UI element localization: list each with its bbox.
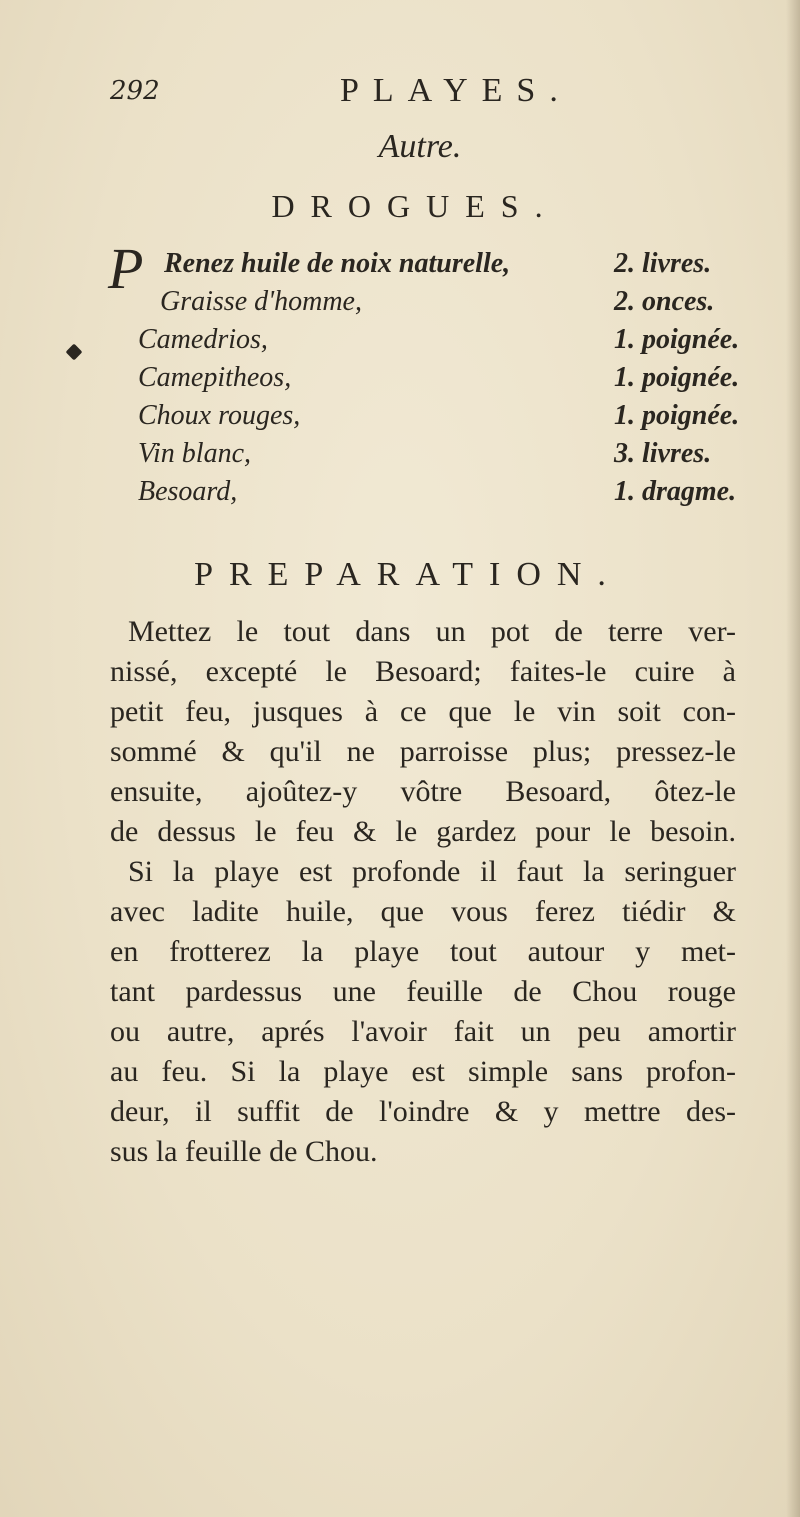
drop-cap: P (108, 236, 144, 301)
drogues-heading: DROGUES. (271, 188, 559, 224)
text-line: de dessus le feu & le gardez pour le besoin. (110, 815, 736, 848)
text-line: ensuite, ajoûtez-y vôtre Besoard, ôtez-le (110, 775, 736, 808)
ingredient-quantity: 1. poignée. (614, 362, 740, 393)
ingredient-name: Vin blanc, (138, 438, 252, 469)
ingredient-name: Camepitheos, (138, 362, 292, 393)
text-line: petit feu, jusques à ce que le vin soit con- (110, 695, 736, 728)
ingredient-row (108, 438, 760, 476)
ingredient-quantity: 3. livres. (614, 438, 712, 469)
ingredient-name: Choux rouges, (138, 400, 301, 431)
ingredient-row (108, 324, 760, 362)
margin-bullet-mark (66, 344, 83, 361)
text-line: sommé & qu'il ne parroisse plus; pressez-le (110, 735, 736, 768)
ingredient-row (108, 286, 760, 324)
text-line: nissé, excepté le Besoard; faites-le cuire à (110, 655, 736, 688)
running-head: PLAYES. (340, 72, 572, 109)
ingredient-quantity: 1. poignée. (614, 324, 740, 355)
text-line: deur, il suffit de l'oindre & y mettre des- (110, 1095, 736, 1128)
ingredient-name: Renez huile de noix naturelle, (164, 248, 511, 279)
ingredient-quantity: 2. livres. (614, 248, 712, 279)
page-number: 292 (110, 76, 160, 106)
text-line: ou autre, aprés l'avoir fait un peu amortir (110, 1015, 736, 1048)
text-line: avec ladite huile, que vous ferez tiédir & (110, 895, 736, 928)
ingredient-name: Camedrios, (138, 324, 268, 355)
ingredient-quantity: 2. onces. (614, 286, 715, 317)
preparation-text (110, 612, 736, 1172)
text-line: Si la playe est profonde il faut la seringuer (128, 855, 736, 888)
page-edge-shadow (786, 0, 800, 1517)
ingredient-list (108, 236, 760, 514)
text-line: Mettez le tout dans un pot de terre ver- (128, 615, 736, 648)
ingredient-row (108, 476, 760, 514)
recipe-subtitle: Autre. (378, 128, 462, 165)
ingredient-row (108, 400, 760, 438)
preparation-heading: PREPARATION. (194, 556, 622, 593)
text-line: en frotterez la playe tout autour y met- (110, 935, 736, 968)
text-line: tant pardessus une feuille de Chou rouge (110, 975, 736, 1008)
ingredient-row (108, 362, 760, 400)
text-line: sus la feuille de Chou. (110, 1135, 378, 1168)
ingredient-quantity: 1. poignée. (614, 400, 740, 431)
ingredient-name: Besoard, (138, 476, 238, 507)
text-line: au feu. Si la playe est simple sans profon- (110, 1055, 736, 1088)
ingredient-name: Graisse d'homme, (160, 286, 362, 317)
ingredient-row (108, 236, 760, 301)
ingredient-quantity: 1. dragme. (614, 476, 737, 507)
page-header (110, 72, 710, 112)
